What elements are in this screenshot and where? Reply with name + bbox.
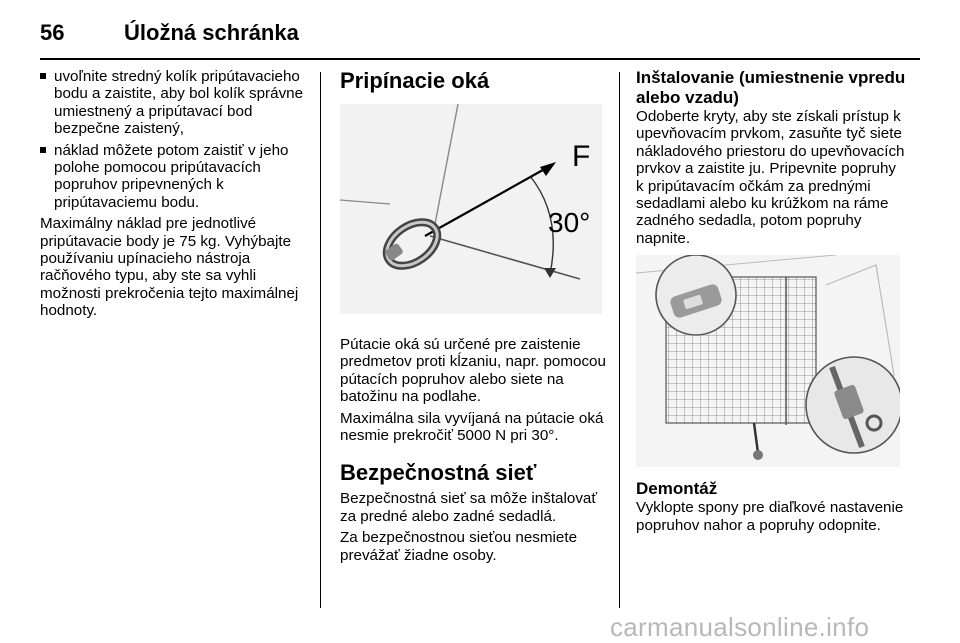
bullet-square-icon <box>40 73 46 79</box>
list-item <box>40 142 308 212</box>
watermark: carmanualsonline.info <box>610 612 870 642</box>
column-2 <box>340 68 608 568</box>
header-rule <box>40 58 920 60</box>
page-number: 56 <box>40 20 65 45</box>
safety-net-paragraph-2: Za bezpečnostnou sieťou nesmiete prevážať žiadne osoby. <box>340 529 578 564</box>
safety-net-paragraph-1: Bezpečnostná sieť sa môže inštalovať za predné alebo zadné sedadlá. <box>340 490 598 525</box>
column-1 <box>40 68 308 324</box>
lashing-eyes-paragraph-2: Maximálna sila vyvíjaná na pútacie oká nesmie prekročiť 5000 N pri 30°. <box>340 409 604 445</box>
lashing-eye-illustration <box>340 104 602 314</box>
angle-label: 30° <box>548 207 591 238</box>
safety-net-illustration <box>636 255 900 467</box>
detail-circle-bottom <box>806 357 900 453</box>
removal-paragraph: Vyklopte spony pre diaľkové nastavenie popruhov nahor a popruhy odopnite. <box>636 499 904 534</box>
removal-heading: Demontáž <box>636 479 718 499</box>
detail-circle-top <box>656 255 736 335</box>
bullet-list <box>40 68 308 211</box>
bullet-text: náklad môžete potom zaistiť v jeho polohe pomocou pripútavacích popruhov pripevnených k pripútavaciemu bodu. <box>54 141 289 211</box>
column-divider-2 <box>619 72 620 608</box>
force-label: F <box>572 140 591 173</box>
lashing-eyes-heading: Pripínacie oká <box>340 68 490 93</box>
bullet-text: uvoľnite stredný kolík pripútavacieho bodu a zaistite, aby bol kolík správne umiestnený a pripútavací bod bezpečne zaistený, <box>54 68 304 138</box>
max-load-paragraph: Maximálny náklad pre jednotlivé pripútavacie body je 75 kg. Vyhýbajte používaniu upínacieho nástroja račňového typu, aby ste sa vyhli možnosti prekročenia tejto maximálnej hodnoty. <box>40 215 299 320</box>
list-item <box>40 68 308 138</box>
page-header <box>40 14 920 54</box>
column-3 <box>636 68 906 538</box>
bullet-square-icon <box>40 147 46 153</box>
lashing-eyes-paragraph-1: Pútacie oká sú určené pre zaistenie predmetov proti kĺzaniu, napr. pomocou pútacích popruhov alebo siete na batožinu na podlahe. <box>340 336 606 406</box>
column-divider-1 <box>320 72 321 608</box>
safety-net-heading: Bezpečnostná sieť <box>340 460 537 486</box>
section-title: Úložná schránka <box>124 20 299 45</box>
installation-paragraph: Odoberte kryty, aby ste získali prístup k upevňovacím prvkom, zasuňte tyč siete nákladového priestoru do upevňovacích prvkov a zaistite ju. Pripevnite popruhy k pripútavacím očkám za prednými sedadlami alebo ku krúžkom na ráme zadného sedadla, potom popruhy napnite. <box>636 108 905 247</box>
installation-heading: Inštalovanie (umiestnenie vpredu alebo vzadu) <box>636 68 906 107</box>
